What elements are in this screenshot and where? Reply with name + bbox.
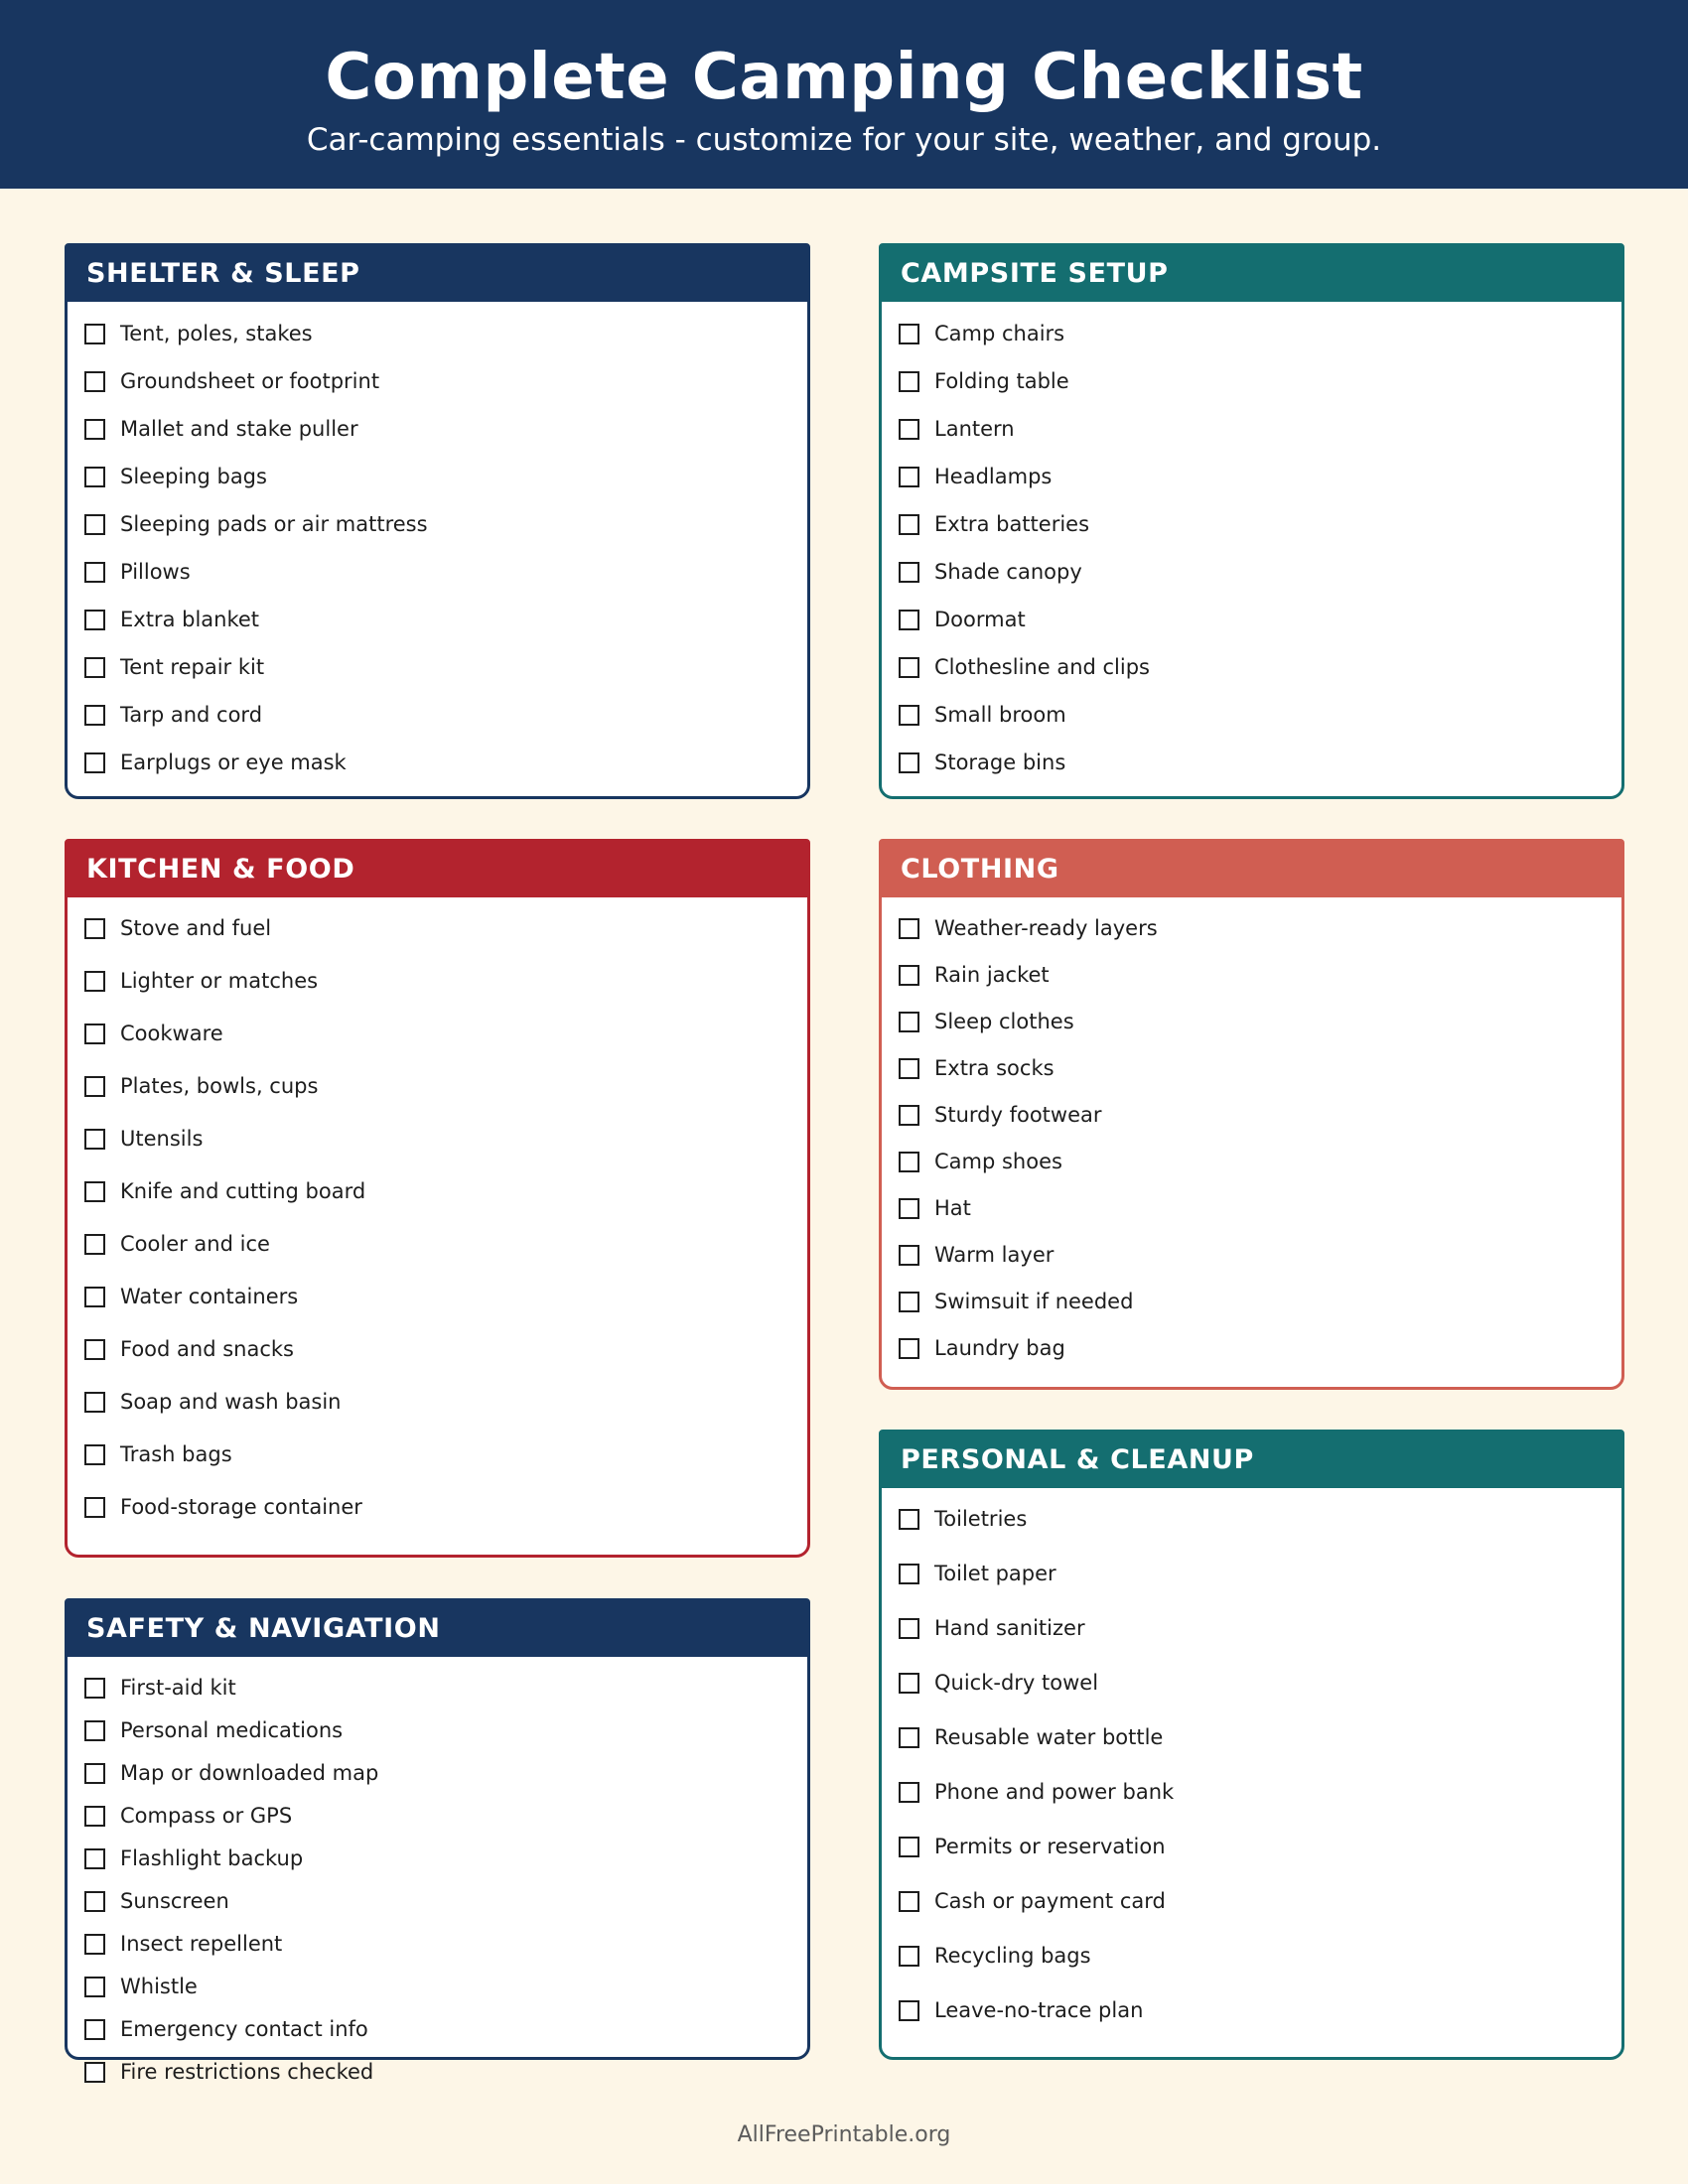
checklist-item — [84, 319, 313, 348]
checklist-item-label: Leave-no-trace plan — [934, 1998, 1144, 2022]
checklist-item-label: Food-storage container — [120, 1495, 362, 1519]
checkbox[interactable] — [84, 1129, 105, 1150]
checklist-item — [84, 1673, 236, 1703]
checklist-item-label: Earplugs or eye mask — [120, 751, 347, 774]
checkbox[interactable] — [84, 514, 105, 535]
checklist-item — [899, 1333, 1065, 1363]
checklist-item — [899, 462, 1052, 491]
checkbox[interactable] — [899, 1152, 919, 1172]
checklist-item — [899, 557, 1082, 587]
checklist-item — [899, 1559, 1056, 1588]
checkbox[interactable] — [899, 1891, 919, 1912]
checklist-item-label: Camp chairs — [934, 322, 1065, 345]
checkbox[interactable] — [899, 705, 919, 726]
checklist-item — [899, 1886, 1166, 1916]
page-header — [0, 0, 1688, 189]
checkbox[interactable] — [899, 1509, 919, 1530]
checkbox[interactable] — [899, 562, 919, 583]
checkbox[interactable] — [84, 1339, 105, 1360]
checklist-item-label: Cookware — [120, 1022, 223, 1045]
checklist-item — [84, 700, 262, 730]
checkbox[interactable] — [84, 2019, 105, 2040]
section-safety-navigation — [65, 1598, 810, 2084]
checklist-item — [899, 366, 1069, 396]
checkbox[interactable] — [899, 1946, 919, 1967]
section-title: KITCHEN & FOOD — [68, 842, 807, 897]
checklist-item — [84, 1843, 303, 1873]
checkbox[interactable] — [84, 971, 105, 992]
section-title: PERSONAL & CLEANUP — [882, 1433, 1621, 1488]
checkbox[interactable] — [899, 752, 919, 773]
checkbox[interactable] — [84, 1806, 105, 1827]
checklist-item — [899, 1193, 971, 1223]
checklist-item-label: Knife and cutting board — [120, 1179, 366, 1203]
checklist-item — [899, 700, 1066, 730]
checklist-item — [899, 1832, 1166, 1861]
checklist-item-label: Groundsheet or footprint — [120, 369, 380, 393]
section-title: SHELTER & SLEEP — [68, 246, 807, 302]
checkbox[interactable] — [84, 1934, 105, 1955]
checklist-item — [84, 1071, 318, 1101]
checklist-item-label: Rain jacket — [934, 963, 1050, 987]
checklist-item-label: Sleeping pads or air mattress — [120, 512, 428, 536]
checklist-item-label: Tent repair kit — [120, 655, 265, 679]
checklist-item — [899, 1100, 1102, 1130]
checklist-item — [84, 509, 428, 539]
checklist-item-label: Pillows — [120, 560, 191, 584]
checklist-item — [84, 2014, 368, 2044]
checklist-item-label: Personal medications — [120, 1718, 344, 1742]
checklist-item — [84, 966, 318, 996]
checkbox[interactable] — [899, 1245, 919, 1266]
checklist-item — [84, 1439, 232, 1469]
checklist-item-label: Weather-ready layers — [934, 916, 1158, 940]
checklist-item-label: Storage bins — [934, 751, 1066, 774]
checkbox[interactable] — [899, 918, 919, 939]
checklist-item — [84, 557, 191, 587]
checklist-item-label: Headlamps — [934, 465, 1053, 488]
checkbox[interactable] — [84, 419, 105, 440]
checklist-item — [84, 1124, 203, 1154]
checklist-item — [84, 1387, 342, 1417]
checkbox[interactable] — [84, 1234, 105, 1255]
checklist-item-label: Toiletries — [934, 1507, 1028, 1531]
checklist-item — [84, 1229, 270, 1259]
checkbox[interactable] — [899, 1292, 919, 1312]
checklist-item — [899, 1941, 1091, 1971]
checklist-item-label: Hat — [934, 1196, 971, 1220]
section-personal-cleanup — [879, 1430, 1624, 2060]
checklist-item-label: Soap and wash basin — [120, 1390, 342, 1414]
checkbox[interactable] — [84, 1891, 105, 1912]
checklist-item — [899, 1240, 1054, 1270]
checklist-item-label: Reusable water bottle — [934, 1725, 1164, 1749]
section-title: SAFETY & NAVIGATION — [68, 1601, 807, 1657]
checkbox[interactable] — [84, 1977, 105, 1997]
checkbox[interactable] — [899, 1012, 919, 1032]
checkbox[interactable] — [899, 1782, 919, 1803]
checkbox[interactable] — [84, 2062, 105, 2083]
checklist-item — [84, 1715, 343, 1745]
checkbox[interactable] — [84, 1024, 105, 1044]
page-title: Complete Camping Checklist — [325, 41, 1363, 114]
checklist-item — [84, 414, 358, 444]
checkbox[interactable] — [84, 705, 105, 726]
checkbox[interactable] — [84, 1287, 105, 1307]
checkbox[interactable] — [84, 1720, 105, 1741]
checklist-item — [899, 1504, 1027, 1534]
checklist-item — [899, 1668, 1098, 1698]
checkbox[interactable] — [84, 1444, 105, 1465]
checklist-item-label: Camp shoes — [934, 1150, 1062, 1173]
checklist-item — [84, 2057, 373, 2087]
checklist-item-label: Shade canopy — [934, 560, 1082, 584]
checklist-item-label: Laundry bag — [934, 1336, 1065, 1360]
checkbox[interactable] — [899, 1058, 919, 1079]
checkbox[interactable] — [899, 610, 919, 630]
checklist-item-label: Emergency contact info — [120, 2017, 368, 2041]
checklist-item-label: Extra batteries — [934, 512, 1090, 536]
checklist-item — [899, 1777, 1174, 1807]
checkbox[interactable] — [84, 562, 105, 583]
checklist-item-label: Cash or payment card — [934, 1889, 1166, 1913]
checklist-item-label: Fire restrictions checked — [120, 2060, 374, 2084]
checkbox[interactable] — [899, 419, 919, 440]
checkbox[interactable] — [899, 2000, 919, 2021]
checklist-item — [84, 748, 347, 777]
checklist-item — [899, 319, 1064, 348]
checkbox[interactable] — [899, 965, 919, 986]
checklist-item-label: Compass or GPS — [120, 1804, 293, 1828]
checklist-item-label: Extra blanket — [120, 608, 260, 631]
section-title: CLOTHING — [882, 842, 1621, 897]
checklist-item-label: Warm layer — [934, 1243, 1055, 1267]
checkbox[interactable] — [899, 514, 919, 535]
checklist-item-label: Cooler and ice — [120, 1232, 270, 1256]
checkbox[interactable] — [899, 1338, 919, 1359]
checklist-item — [84, 913, 271, 943]
checklist-item — [84, 1492, 362, 1522]
checkbox[interactable] — [899, 1198, 919, 1219]
checkbox[interactable] — [84, 610, 105, 630]
checkbox[interactable] — [899, 1105, 919, 1126]
checkbox[interactable] — [899, 1727, 919, 1748]
checklist-item-label: Small broom — [934, 703, 1066, 727]
checklist-item — [899, 509, 1089, 539]
checklist-item — [899, 1147, 1062, 1176]
checklist-item-label: Trash bags — [120, 1442, 232, 1466]
checklist-item — [84, 1886, 229, 1916]
checkbox[interactable] — [899, 1564, 919, 1584]
section-clothing — [879, 839, 1624, 1390]
checklist-item — [84, 1176, 365, 1206]
checklist-item-label: Phone and power bank — [934, 1780, 1175, 1804]
checklist-item — [84, 1801, 292, 1831]
checkbox[interactable] — [899, 467, 919, 487]
checklist-item-label: Mallet and stake puller — [120, 417, 358, 441]
checklist-item — [84, 1972, 198, 2001]
checklist-item-label: Doormat — [934, 608, 1026, 631]
checkbox[interactable] — [84, 1678, 105, 1699]
checklist-item-label: Utensils — [120, 1127, 204, 1151]
checkbox[interactable] — [899, 657, 919, 678]
checklist-item-label: Insect repellent — [120, 1932, 283, 1956]
checklist-item — [84, 1758, 378, 1788]
checklist-item — [899, 605, 1026, 634]
checkbox[interactable] — [84, 1848, 105, 1869]
checkbox[interactable] — [84, 1497, 105, 1518]
checklist-item-label: Swimsuit if needed — [934, 1290, 1134, 1313]
checkbox[interactable] — [84, 918, 105, 939]
checklist-item — [899, 1287, 1133, 1316]
checklist-item — [84, 1282, 298, 1311]
section-shelter-sleep — [65, 243, 810, 799]
checklist-item-label: Water containers — [120, 1285, 299, 1308]
checkbox[interactable] — [899, 1673, 919, 1694]
checkbox[interactable] — [84, 657, 105, 678]
checklist-item-label: Plates, bowls, cups — [120, 1074, 319, 1098]
checklist-item-label: Lantern — [934, 417, 1015, 441]
page-subtitle: Car-camping essentials - customize for your site, weather, and group. — [306, 122, 1382, 158]
section-title: CAMPSITE SETUP — [882, 246, 1621, 302]
checklist-item-label: Food and snacks — [120, 1337, 294, 1361]
checklist-item-label: Tent, poles, stakes — [120, 322, 313, 345]
checkbox[interactable] — [84, 1181, 105, 1202]
checkbox[interactable] — [899, 371, 919, 392]
checklist-item — [84, 1334, 294, 1364]
checklist-item-label: Sunscreen — [120, 1889, 229, 1913]
checklist-item — [84, 652, 264, 682]
checklist-item — [84, 462, 267, 491]
checkbox[interactable] — [84, 752, 105, 773]
checklist-item — [84, 366, 379, 396]
checklist-item — [899, 1007, 1074, 1036]
checklist-item-label: Recycling bags — [934, 1944, 1091, 1968]
checklist-item-label: First-aid kit — [120, 1676, 236, 1700]
checkbox[interactable] — [899, 324, 919, 344]
checklist-item-label: Flashlight backup — [120, 1846, 304, 1870]
checklist-item — [899, 1722, 1163, 1752]
checklist-item-label: Sleep clothes — [934, 1010, 1074, 1033]
checklist-item-label: Quick-dry towel — [934, 1671, 1099, 1695]
checklist-item — [899, 414, 1015, 444]
checklist-item-label: Tarp and cord — [120, 703, 263, 727]
checklist-item — [899, 748, 1065, 777]
checklist-item — [84, 1929, 282, 1959]
checklist-item-label: Map or downloaded map — [120, 1761, 379, 1785]
checkbox[interactable] — [899, 1837, 919, 1857]
checklist-item-label: Sturdy footwear — [934, 1103, 1102, 1127]
checklist-item-label: Stove and fuel — [120, 916, 272, 940]
checklist-item — [84, 605, 259, 634]
checklist-item-label: Hand sanitizer — [934, 1616, 1085, 1640]
checklist-item-label: Extra socks — [934, 1056, 1055, 1080]
section-kitchen-food — [65, 839, 810, 1558]
checklist-item — [899, 652, 1150, 682]
checklist-item — [899, 1053, 1055, 1083]
checklist-item — [899, 960, 1050, 990]
checklist-item — [899, 1613, 1085, 1643]
footer-credit: AllFreePrintable.org — [737, 2122, 951, 2147]
checklist-item-label: Permits or reservation — [934, 1835, 1166, 1858]
checkbox[interactable] — [84, 371, 105, 392]
checkbox[interactable] — [84, 324, 105, 344]
checklist-item-label: Folding table — [934, 369, 1069, 393]
checkbox[interactable] — [84, 1392, 105, 1413]
checklist-item-label: Sleeping bags — [120, 465, 267, 488]
checklist-item-label: Whistle — [120, 1975, 198, 1998]
checklist-item-label: Lighter or matches — [120, 969, 319, 993]
checklist-item — [899, 1995, 1143, 2025]
checkbox[interactable] — [84, 1076, 105, 1097]
checkbox[interactable] — [84, 467, 105, 487]
checklist-item — [84, 1019, 223, 1048]
checkbox[interactable] — [899, 1618, 919, 1639]
checkbox[interactable] — [84, 1763, 105, 1784]
section-campsite-setup — [879, 243, 1624, 799]
checklist-item-label: Toilet paper — [934, 1562, 1056, 1585]
checklist-item — [899, 913, 1158, 943]
checklist-item-label: Clothesline and clips — [934, 655, 1150, 679]
